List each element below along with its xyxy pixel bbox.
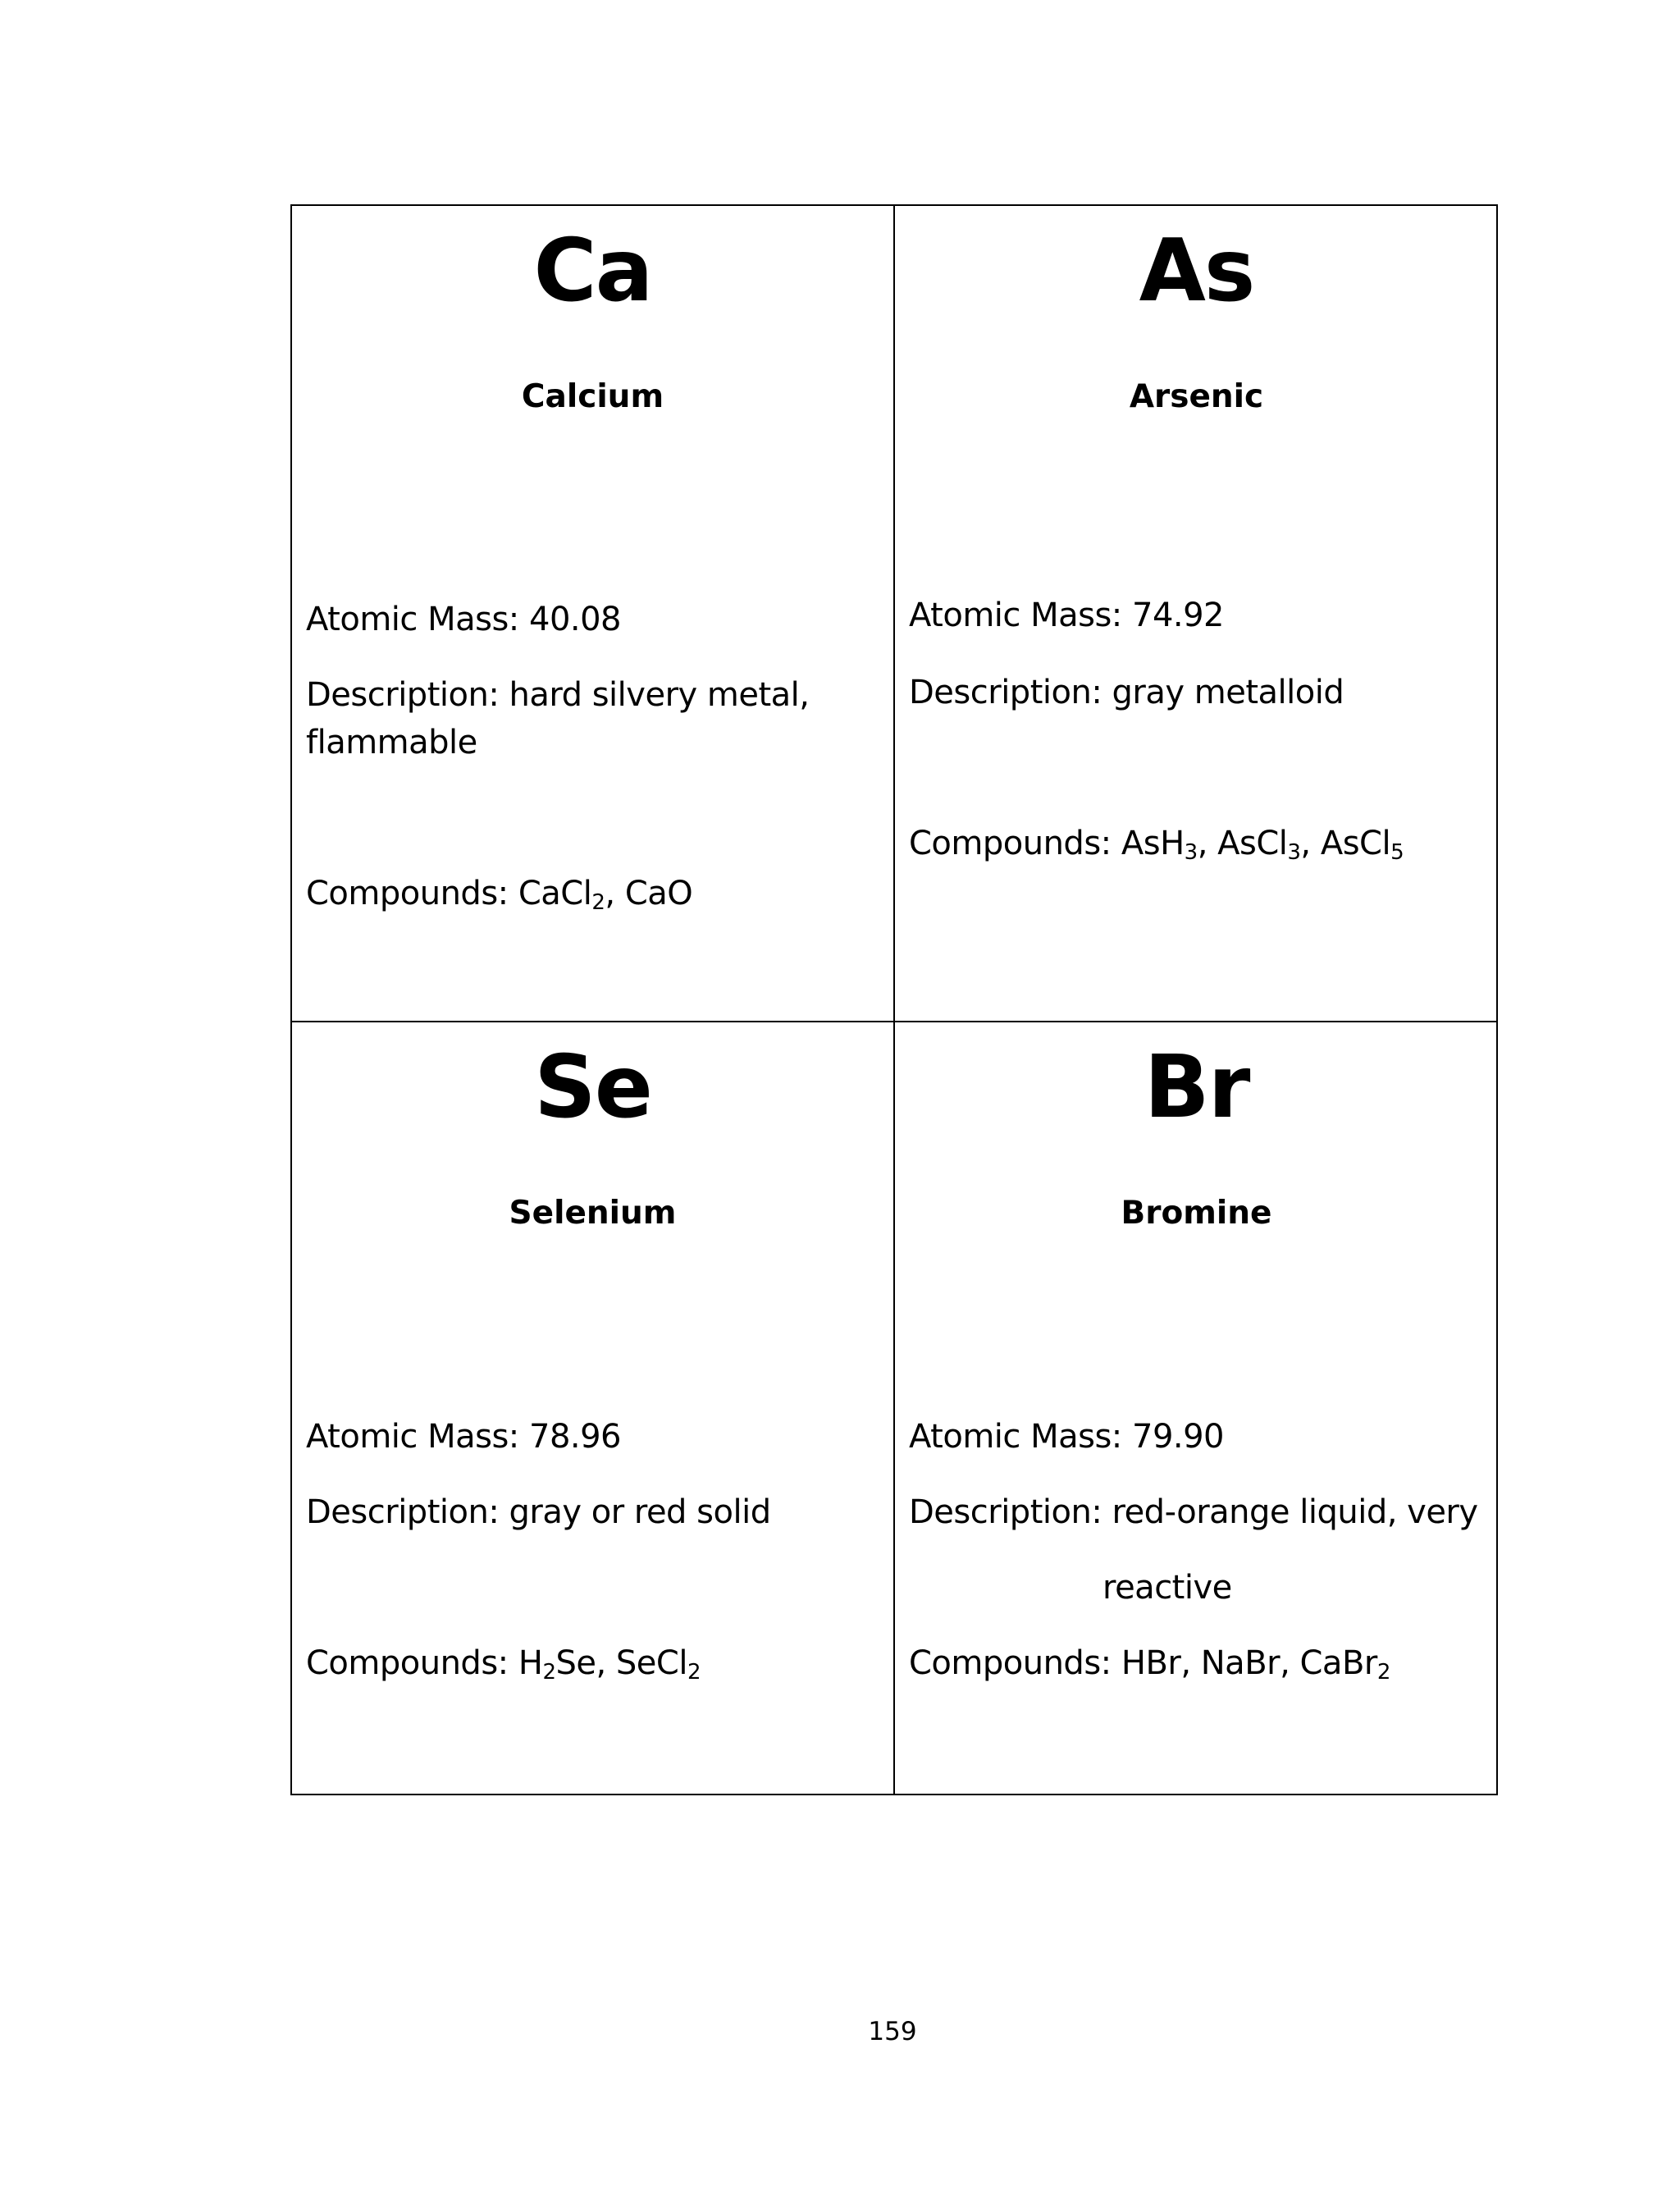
element-symbol: Se [534, 1037, 651, 1137]
element-card-bromine [895, 1022, 1498, 1794]
description-line-2: reactive [1102, 1569, 1232, 1607]
compound-subscript: 2 [1376, 1660, 1390, 1685]
element-name: Calcium [521, 378, 664, 415]
page-number: 159 [868, 2017, 917, 2046]
compound-part: HBr, NaBr, CaBr [1121, 1644, 1377, 1682]
compound-subscript: 5 [1390, 840, 1404, 865]
compounds-label: Compounds: [909, 1644, 1121, 1682]
compounds-label: Compounds: [306, 875, 518, 912]
compound-subscript: 2 [687, 1660, 701, 1685]
element-card-grid [290, 204, 1498, 1795]
description-line-1: Description: gray metalloid [909, 674, 1344, 711]
compound-subscript: 2 [591, 890, 605, 915]
element-card-arsenic [895, 206, 1498, 1022]
element-symbol: As [1139, 221, 1254, 321]
compounds-label: Compounds: [909, 825, 1121, 862]
description-line-1: Description: hard silvery metal, [306, 676, 810, 714]
atomic-mass: Atomic Mass: 40.08 [306, 601, 622, 638]
compound-part: , AsCl [1300, 825, 1391, 862]
compound-part: , AsCl [1197, 825, 1288, 862]
compound-part: Se, SeCl [555, 1644, 687, 1682]
element-name: Bromine [1121, 1195, 1272, 1232]
compounds [909, 1639, 1478, 1687]
description-line-1: Description: gray or red solid [306, 1493, 771, 1531]
compound-subscript: 2 [542, 1660, 556, 1685]
compounds [306, 1639, 874, 1687]
atomic-mass: Atomic Mass: 78.96 [306, 1418, 622, 1456]
atomic-mass: Atomic Mass: 74.92 [909, 597, 1225, 634]
compound-part: CaCl [518, 875, 592, 912]
compounds [306, 870, 874, 917]
element-symbol: Ca [533, 221, 652, 321]
atomic-mass: Atomic Mass: 79.90 [909, 1418, 1225, 1456]
description-line-2: flammable [306, 724, 477, 761]
element-name: Arsenic [1129, 378, 1264, 415]
element-card-selenium [292, 1022, 895, 1794]
compound-part: , CaO [605, 875, 693, 912]
element-symbol: Br [1144, 1037, 1249, 1137]
element-name: Selenium [509, 1195, 677, 1232]
compound-subscript: 3 [1184, 840, 1198, 865]
compounds [909, 820, 1478, 867]
compounds-label: Compounds: [306, 1644, 518, 1682]
compound-subscript: 3 [1287, 840, 1301, 865]
compound-part: H [518, 1644, 543, 1682]
description-line-1: Description: red-orange liquid, very [909, 1493, 1478, 1531]
element-card-calcium [292, 206, 895, 1022]
compound-part: AsH [1121, 825, 1185, 862]
